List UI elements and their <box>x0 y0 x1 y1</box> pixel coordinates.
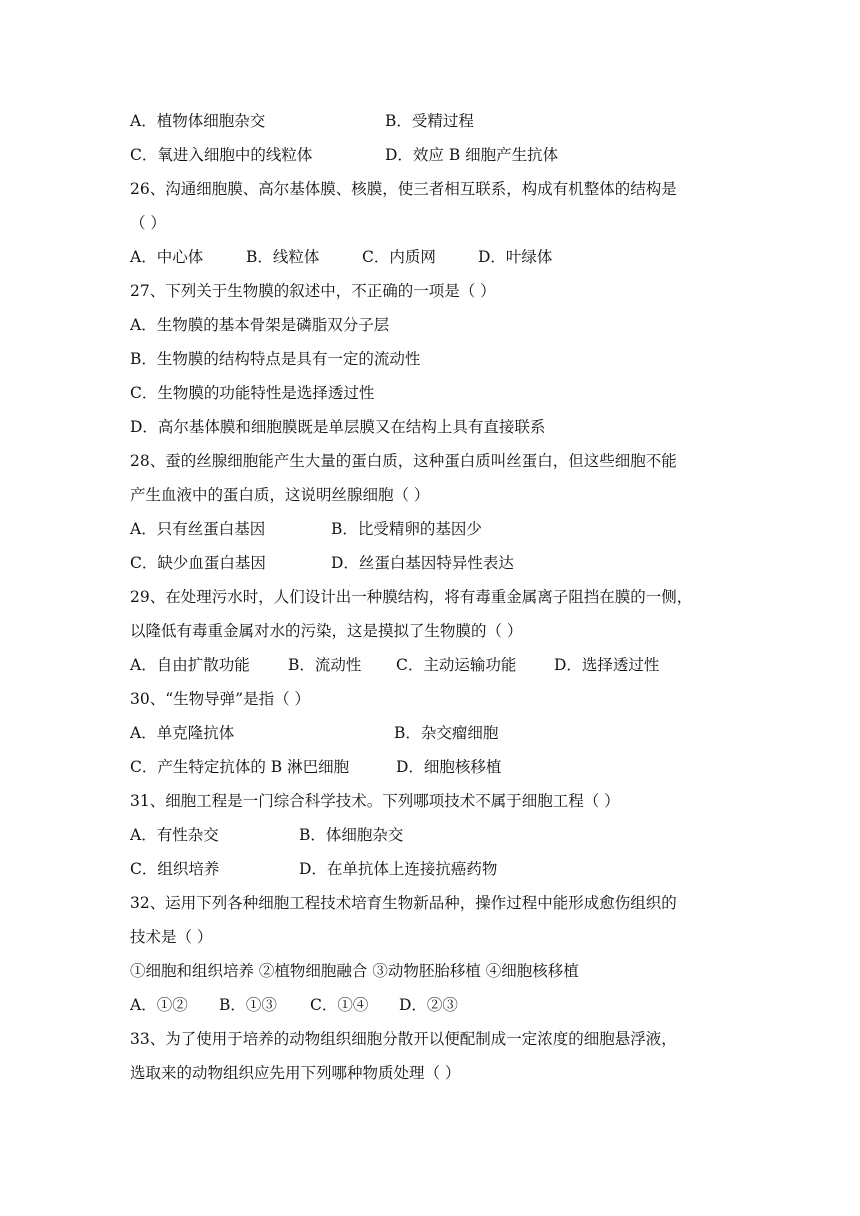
q25-option-b: B．受精过程 <box>385 112 474 130</box>
q28-option-b: B．比受精卵的基因少 <box>331 520 482 538</box>
q27-option-a: A．生物膜的基本骨架是磷脂双分子层 <box>130 316 390 334</box>
q26-options-row <box>130 240 730 274</box>
q31-options-row-1 <box>130 818 730 852</box>
q28-options-row-2 <box>130 546 730 580</box>
q31-option-d: D．在单抗体上连接抗癌药物 <box>299 860 498 878</box>
q27-option-c: C．生物膜的功能特性是选择透过性 <box>130 384 375 402</box>
q29-options-row <box>130 648 730 682</box>
q32-stem-line-2: 技术是（ ） <box>130 928 213 946</box>
q29-option-a: A．自由扩散功能 <box>130 656 250 674</box>
q30-options-row-1 <box>130 716 730 750</box>
q32-items: ①细胞和组织培养 ②植物细胞融合 ③动物胚胎移植 ④细胞核移植 <box>130 962 579 980</box>
q25-option-a: A．植物体细胞杂交 <box>130 112 266 130</box>
q26-option-d: D．叶绿体 <box>478 248 553 266</box>
q32-option-d: D．②③ <box>399 996 458 1014</box>
q29-stem-line-1: 29、在处理污水时，人们设计出一种膜结构，将有毒重金属离子阻挡在膜的一侧， <box>130 588 693 606</box>
q32-option-a: A．①② <box>130 996 188 1014</box>
q28-stem-line-2: 产生血液中的蛋白质，这说明丝腺细胞（ ） <box>130 486 430 504</box>
q31-option-a: A．有性杂交 <box>130 826 219 844</box>
q26-stem-line-1: 26、沟通细胞膜、高尔基体膜、核膜，使三者相互联系，构成有机整体的结构是 <box>130 180 677 198</box>
q33-stem-line-1: 33、为了使用于培养的动物组织细胞分散开以便配制成一定浓度的细胞悬浮液， <box>130 1030 677 1048</box>
q30-option-d: D．细胞核移植 <box>396 758 502 776</box>
q25-option-c: C．氧进入细胞中的线粒体 <box>130 146 313 164</box>
q29-option-b: B．流动性 <box>288 656 362 674</box>
q28-option-c: C．缺少血蛋白基因 <box>130 554 266 572</box>
q26-option-b: B．线粒体 <box>246 248 320 266</box>
q32-option-c: C．①④ <box>310 996 369 1014</box>
q26-option-a: A．中心体 <box>130 248 204 266</box>
q27-stem: 27、下列关于生物膜的叙述中，不正确的一项是（ ） <box>130 282 496 300</box>
q33-stem-line-2: 选取来的动物组织应先用下列哪种物质处理（ ） <box>130 1064 461 1082</box>
q31-stem: 31、细胞工程是一门综合科学技术。下列哪项技术不属于细胞工程（ ） <box>130 792 620 810</box>
q25-options-row-1 <box>130 104 730 138</box>
q30-option-a: A．单克隆抗体 <box>130 724 235 742</box>
q29-stem-line-2: 以隆低有毒重金属对水的污染，这是摸拟了生物膜的（ ） <box>130 622 523 640</box>
q32-options-row <box>130 988 730 1022</box>
q25-options-row-2 <box>130 138 730 172</box>
q25-option-d: D．效应 B 细胞产生抗体 <box>385 146 559 164</box>
q26-option-c: C．内质网 <box>362 248 436 266</box>
q29-option-c: C．主动运输功能 <box>396 656 517 674</box>
q27-option-d: D．高尔基体膜和细胞膜既是单层膜又在结构上具有直接联系 <box>130 418 546 436</box>
q28-option-a: A．只有丝蛋白基因 <box>130 520 266 538</box>
q30-options-row-2 <box>130 750 730 784</box>
q27-option-b: B．生物膜的结构特点是具有一定的流动性 <box>130 350 421 368</box>
exam-page <box>130 104 730 1090</box>
q30-option-c: C．产生特定抗体的 B 淋巴细胞 <box>130 758 350 776</box>
q31-options-row-2 <box>130 852 730 886</box>
q28-stem-line-1: 28、蚕的丝腺细胞能产生大量的蛋白质，这种蛋白质叫丝蛋白，但这些细胞不能 <box>130 452 677 470</box>
q28-option-d: D．丝蛋白基因特异性表达 <box>331 554 514 572</box>
q30-stem: 30、“生物导弹”是指（ ） <box>130 690 310 708</box>
q31-option-c: C．组织培养 <box>130 860 220 878</box>
q28-options-row-1 <box>130 512 730 546</box>
q30-option-b: B．杂交瘤细胞 <box>394 724 499 742</box>
q32-option-b: B．①③ <box>219 996 277 1014</box>
q26-stem-line-2: （ ） <box>130 214 166 232</box>
q32-stem-line-1: 32、运用下列各种细胞工程技术培育生物新品种，操作过程中能形成愈伤组织的 <box>130 894 677 912</box>
q29-option-d: D．选择透过性 <box>554 656 660 674</box>
q31-option-b: B．体细胞杂交 <box>299 826 404 844</box>
